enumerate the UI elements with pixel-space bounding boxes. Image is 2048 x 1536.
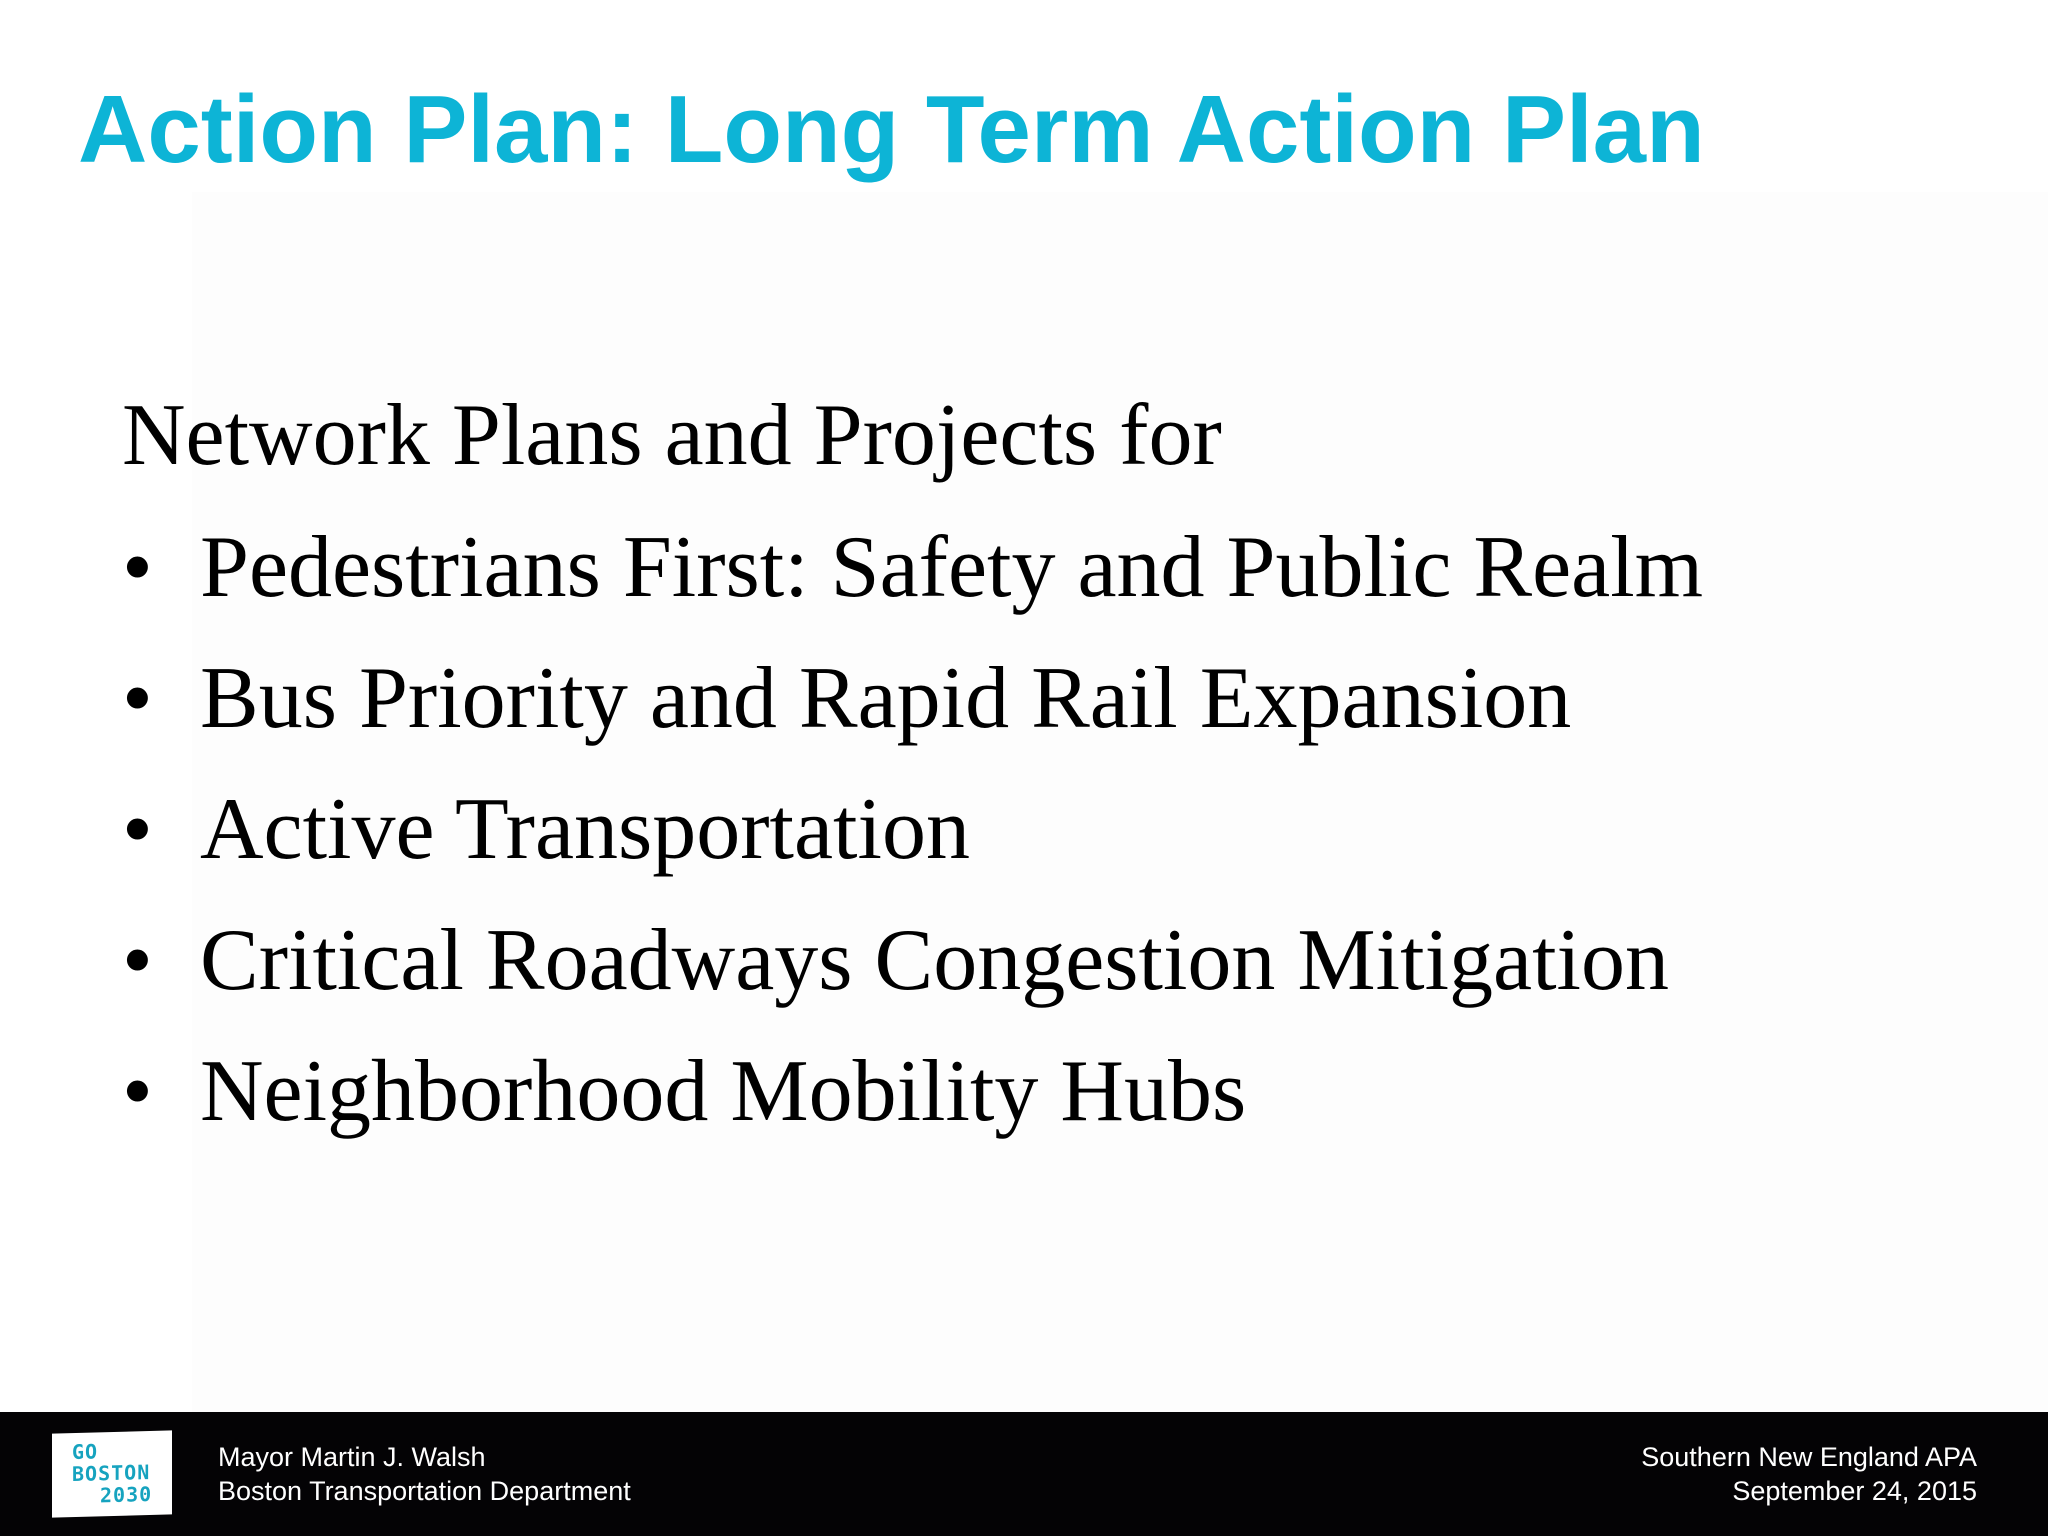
bullet-text: Active Transportation (200, 781, 970, 878)
footer-bar (0, 1412, 2048, 1536)
bullet-text: Pedestrians First: Safety and Public Realm (200, 519, 1704, 616)
bullet-item (122, 895, 1703, 1026)
footer-event-name: Southern New England APA (1641, 1442, 1977, 1472)
slide-body (122, 370, 1703, 1157)
bullet-point-icon: • (122, 650, 153, 747)
logo-line-boston: BOSTON (72, 1459, 151, 1487)
bullet-text: Critical Roadways Congestion Mitigation (200, 912, 1669, 1009)
bullet-text: Bus Priority and Rapid Rail Expansion (200, 650, 1572, 747)
logo-line-go: GO (72, 1439, 99, 1465)
bullet-point-icon: • (122, 912, 153, 1009)
footer-event (1641, 1440, 1977, 1508)
bullet-list (122, 502, 1703, 1157)
bullet-item (122, 1026, 1703, 1157)
bullet-point-icon: • (122, 781, 153, 878)
go-boston-2030-logo (52, 1430, 172, 1517)
footer-department: Boston Transportation Department (218, 1476, 631, 1506)
intro-text: Network Plans and Projects for (122, 387, 1222, 484)
bullet-item (122, 502, 1703, 633)
slide-title: Action Plan: Long Term Action Plan (78, 76, 1705, 183)
bullet-item (122, 764, 1703, 895)
bullet-text: Neighborhood Mobility Hubs (200, 1043, 1247, 1140)
bullet-point-icon: • (122, 519, 153, 616)
footer-mayor: Mayor Martin J. Walsh (218, 1442, 486, 1472)
logo-line-2030: 2030 (100, 1481, 153, 1508)
bullet-point-icon: • (122, 1043, 153, 1140)
footer-presenter (218, 1440, 631, 1508)
footer-date: September 24, 2015 (1732, 1476, 1977, 1506)
bullet-item (122, 633, 1703, 764)
